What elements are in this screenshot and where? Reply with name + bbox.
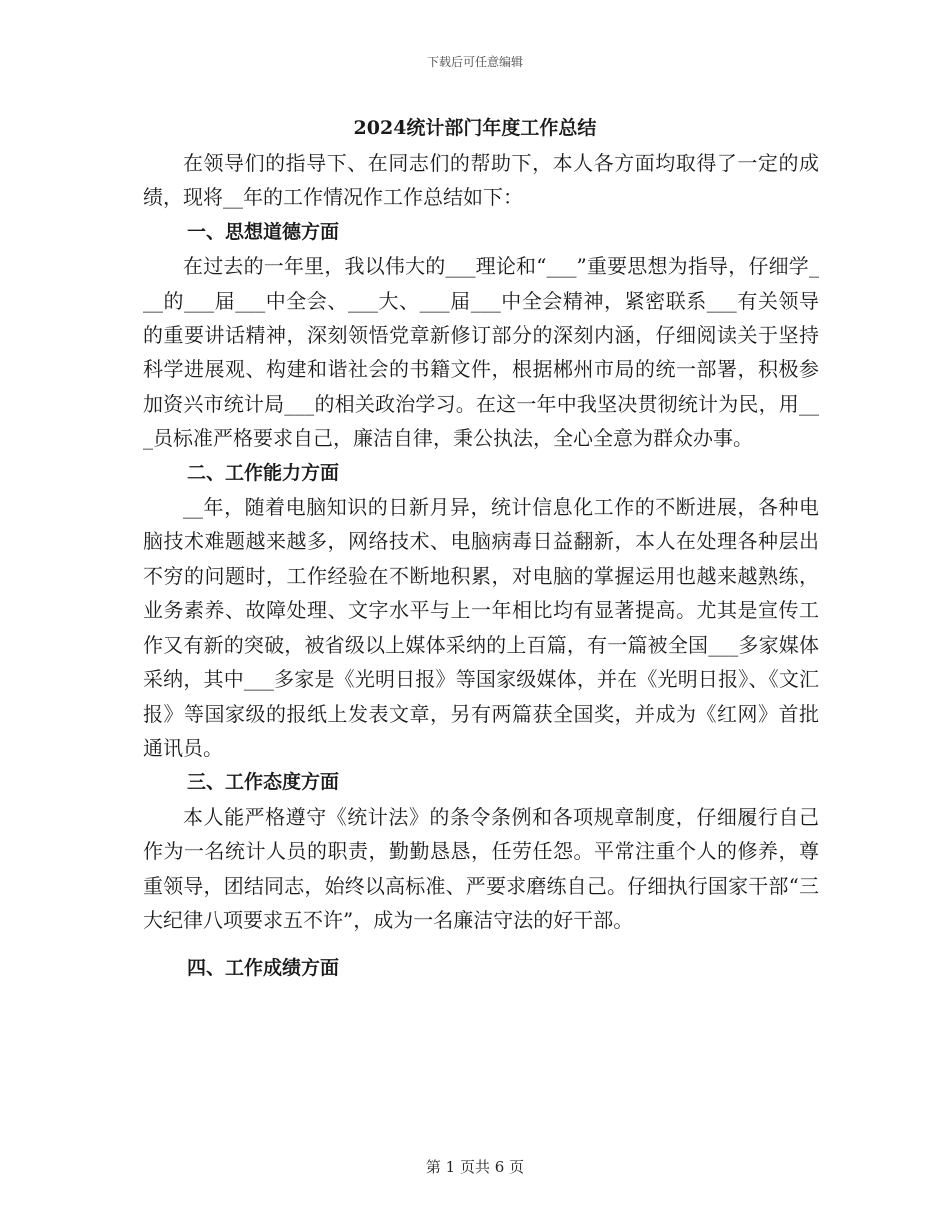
section-heading-ideology: 一、思想道德方面 bbox=[187, 220, 340, 243]
section-heading-attitude: 三、工作态度方面 bbox=[187, 771, 340, 794]
document-title: 2024统计部门年度工作总结 bbox=[353, 117, 597, 139]
section-paragraph-ability: __年，随着电脑知识的日新月异，统计信息化工作的不断进展，各种电脑技术难题越来越多，网络技术、电脑病毒日益翻新，本人在处理各种层出不穷的问题时，工作经验在不断地积累，对电脑的掌握运用也越来越熟练，业务素养、故障处理、文字水平与上一年相比均有显著提高。尤其是宣传工作又有新的突破，被省级以上媒体采纳的上百篇，有一篇被全国___多家媒体采纳，其中___多家是《光明日报》等国家级媒体，并在《光明日报》、《文汇报》等国家级的报纸上发表文章，另有两篇获全国奖，并成为《红网》首批通讯员。 bbox=[143, 495, 819, 760]
section-heading-achievements: 四、工作成绩方面 bbox=[187, 957, 340, 980]
section-paragraph-attitude: 本人能严格遵守《统计法》的条令条例和各项规章制度，仔细履行自己作为一名统计人员的职责，勤勤恳恳，任劳任怨。平常注重个人的修养，尊重领导，团结同志，始终以高标准、严要求磨练自己。仔细执行国家干部“三大纪律八项要求五不许”，成为一名廉洁守法的好干部。 bbox=[143, 804, 819, 932]
page-number: 第 1 页共 6 页 bbox=[425, 1158, 525, 1176]
section-paragraph-ideology: 在过去的一年里，我以伟大的___理论和“___”重要思想为指导，仔细学___的___届___中全会、___大、___届___中全会精神，紧密联系___有关领导的重要讲话精神，深刻领悟党章新修订部分的深刻内涵，仔细阅读关于坚持科学进展观、构建和谐社会的书籍文件，根据郴州市局的统一部署，积极参加资兴市统计局___的相关政治学习。在这一年中我坚决贯彻统计为民，用___员标准严格要求自己，廉洁自律，秉公执法，全心全意为群众办事。 bbox=[143, 254, 819, 451]
document-body bbox=[143, 146, 819, 986]
section-heading-ability: 二、工作能力方面 bbox=[187, 461, 340, 484]
page-header-note: 下载后可任意编辑 bbox=[426, 55, 523, 69]
intro-paragraph: 在领导们的指导下、在同志们的帮助下，本人各方面均取得了一定的成绩，现将__年的工作情况作工作总结如下： bbox=[143, 151, 819, 210]
